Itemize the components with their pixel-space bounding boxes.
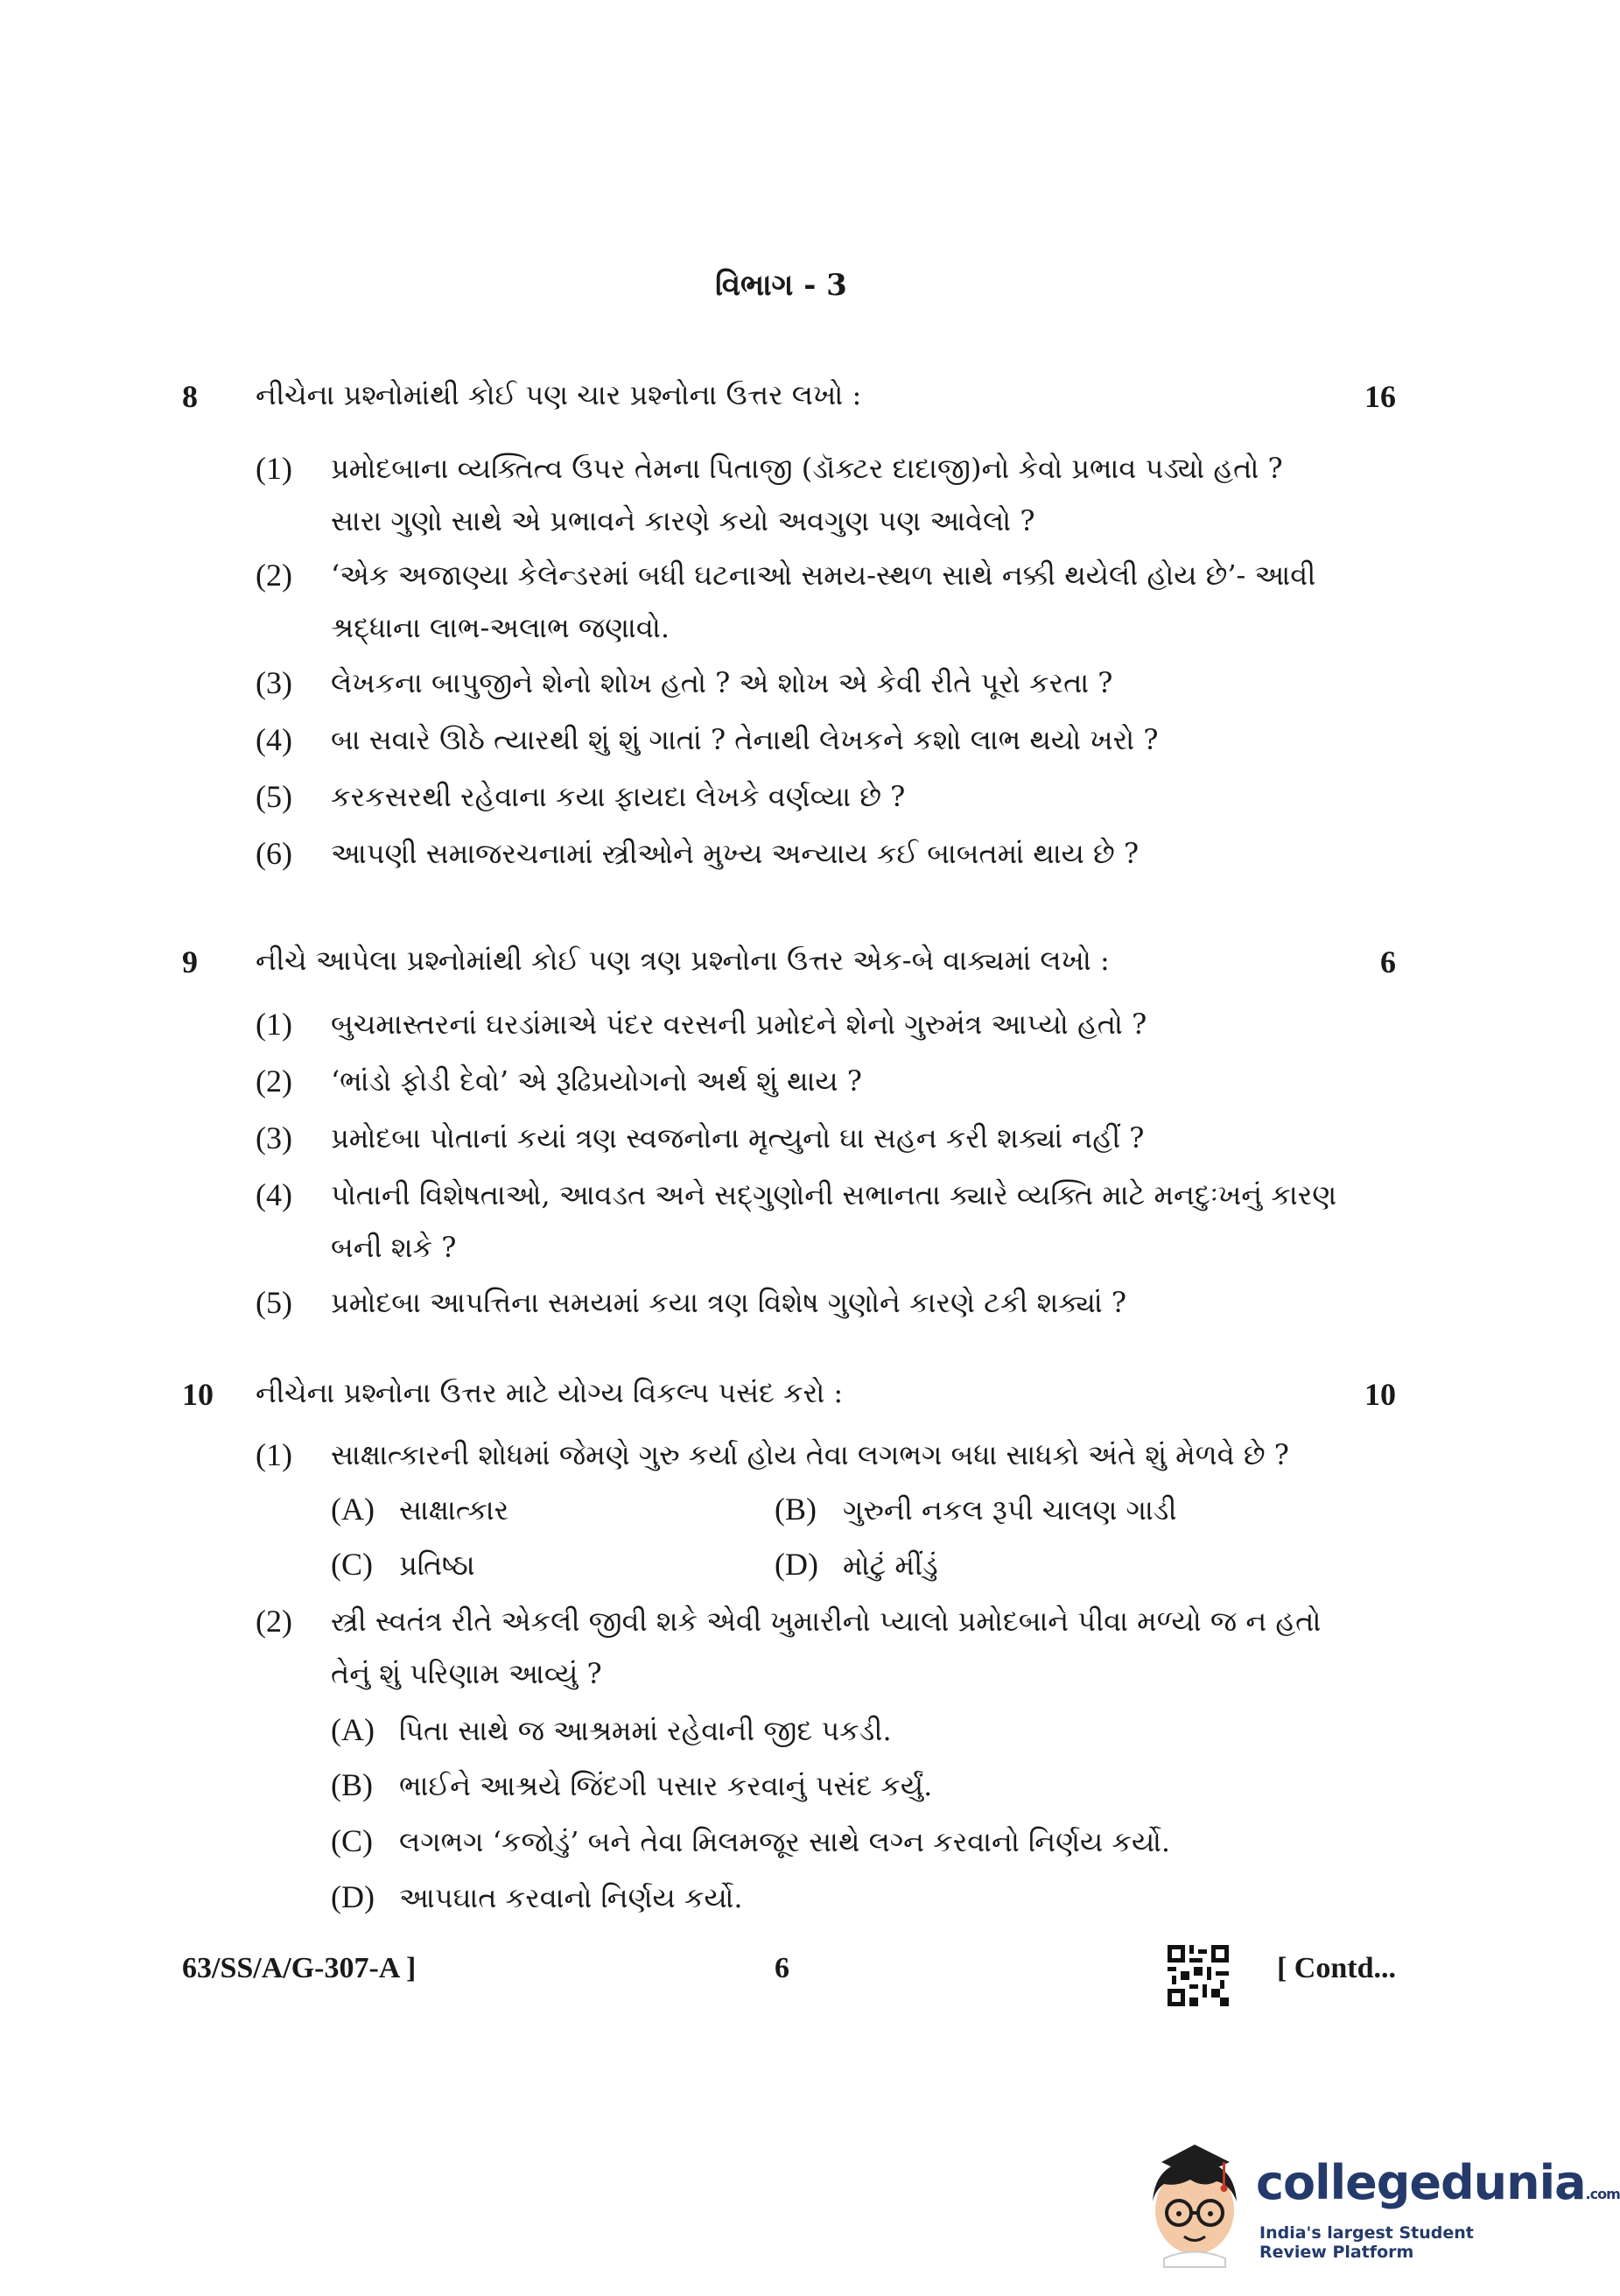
sub-question-text: લેખકના બાપુજીને શેનો શોખ હતો ? એ શોખ એ કેવી રીતે પૂરો કરતા ?: [331, 666, 1113, 699]
sub-question-number: (4): [256, 1177, 292, 1212]
sub-question: [256, 1169, 1341, 1274]
sub-question-number: (5): [256, 779, 292, 814]
option-text: આપઘાત કરવાનો નિર્ણય કર્યો.: [399, 1881, 743, 1914]
option: [331, 1760, 932, 1810]
sub-question-number: (3): [256, 665, 292, 700]
option-label: (C): [331, 1547, 373, 1582]
option-label: (B): [331, 1767, 373, 1802]
sub-question: [256, 827, 1341, 880]
qr-code-icon: [1168, 1945, 1229, 2006]
option: [331, 1540, 475, 1590]
sub-question: [256, 998, 1341, 1050]
option-text: લગભગ ‘કજોડું’ બને તેવા મિલમજૂર સાથે લગ્ન કરવાનો નિર્ણય કર્યો.: [399, 1825, 1171, 1858]
question-instruction: નીચે આપેલા પ્રશ્નોમાંથી કોઈ પણ ત્રણ પ્રશ્નોના ઉત્તર એક-બે વાક્યમાં લખો :: [256, 944, 1110, 977]
sub-question-number: (1): [256, 451, 292, 486]
question-marks: 10: [1364, 1377, 1396, 1412]
sub-question-text: ‘એક અજાણ્યા કેલેન્ડરમાં બધી ઘટનાઓ સમય-સ્થળ સાથે નક્કી થયેલી હોય છે’- આવી શ્રદ્ધાના લાભ-અલાભ જણાવો.: [331, 558, 1316, 644]
sub-question-text: સ્ત્રી સ્વતંત્ર રીતે એકલી જીવી શકે એવી ખુમારીનો પ્યાલો પ્રમોદબાને પીવા મળ્યો જ ન હતો તેનું શું પરિણામ આવ્યું ?: [331, 1604, 1322, 1690]
sub-question-text: બુચમાસ્તરનાં ઘરડાંમાએ પંદર વરસની પ્રમોદને શેનો ગુરુમંત્ર આપ્યો હતો ?: [331, 1008, 1147, 1041]
sub-question-text: બા સવારે ઊઠે ત્યારથી શું શું ગાતાં ? તેનાથી લેખકને કશો લાભ થયો ખરો ?: [331, 723, 1159, 756]
question-marks: 16: [1364, 379, 1396, 414]
option: [331, 1816, 1170, 1866]
option-label: (B): [775, 1492, 817, 1527]
option-label: (A): [331, 1712, 375, 1747]
sub-question-number: (5): [256, 1285, 292, 1320]
option: [331, 1485, 508, 1534]
sub-question: [256, 1112, 1341, 1164]
sub-question-number: (2): [256, 1604, 292, 1639]
sub-question: [256, 657, 1341, 709]
option-text: ગુરુની નકલ રૂપી ચાલણ ગાડી: [843, 1493, 1177, 1527]
sub-question: [256, 442, 1341, 547]
sub-question-text: આપણી સમાજરચનામાં સ્ત્રીઓને મુખ્ય અન્યાય કઈ બાબતમાં થાય છે ?: [331, 837, 1140, 870]
sub-question-text: પોતાની વિશેષતાઓ, આવડત અને સદ્ગુણોની સભાનતા ક્યારે વ્યક્તિ માટે મનદુઃખનું કારણ બની શકે ?: [331, 1178, 1337, 1264]
option-label: (C): [331, 1823, 373, 1858]
paper-code: 63/SS/A/G-307-A ]: [182, 1952, 417, 1984]
question-instruction: નીચેના પ્રશ્નોમાંથી કોઈ પણ ચાર પ્રશ્નોના ઉત્તર લખો :: [256, 378, 862, 411]
option-text: સાક્ષાત્કાર: [399, 1493, 509, 1527]
option: [775, 1485, 1177, 1534]
option-text: ભાઈને આશ્રયે જિંદગી પસાર કરવાનું પસંદ કર્યું.: [399, 1769, 933, 1802]
brand-name: collegedunia.com: [1256, 2155, 1620, 2210]
sub-question-text: કરકસરથી રહેવાના કયા ફાયદા લેખકે વર્ણવ્યા છે ?: [331, 780, 906, 813]
question-marks: 6: [1380, 944, 1396, 979]
sub-question: [256, 1276, 1341, 1329]
question-number: 10: [182, 1377, 214, 1412]
sub-question: [256, 549, 1341, 654]
sub-question-number: (4): [256, 722, 292, 757]
sub-question-text: સાક્ષાત્કારની શોધમાં જેમણે ગુરુ કર્યા હોય તેવા લગભગ બધા સાધકો અંતે શું મેળવે છે ?: [331, 1438, 1289, 1471]
option-label: (D): [331, 1879, 375, 1914]
sub-question: [256, 1055, 1341, 1107]
continued-label: [ Contd...: [1276, 1952, 1396, 1984]
student-mascot-icon: [1142, 2136, 1252, 2267]
option-label: (D): [775, 1547, 818, 1582]
sub-question-number: (1): [256, 1437, 292, 1472]
sub-question-text: પ્રમોદબાના વ્યક્તિત્વ ઉપર તેમના પિતાજી (ડૉક્ટર દાદાજી)નો કેવો પ્રભાવ પડ્યો હતો ? સારા ગુણો સાથે એ પ્રભાવને કારણે કયો અવગુણ પણ આવેલો ?: [331, 452, 1283, 537]
sub-question: [256, 1429, 1358, 1481]
brand-tagline: India's largest Student Review Platform: [1259, 2223, 1474, 2262]
option-text: મોટું મીંડું: [843, 1548, 938, 1582]
question-number: 9: [182, 944, 198, 979]
sub-question-number: (3): [256, 1120, 292, 1155]
sub-question-number: (2): [256, 1064, 292, 1099]
sub-question: [256, 1595, 1358, 1700]
sub-question: [256, 770, 1341, 823]
option: [775, 1540, 938, 1590]
page-number: 6: [775, 1952, 789, 1984]
sub-question-text: પ્રમોદબા આપત્તિના સમયમાં કયા ત્રણ વિશેષ ગુણોને કારણે ટકી શક્યાં ?: [331, 1286, 1126, 1319]
question-instruction: નીચેના પ્રશ્નોના ઉત્તર માટે યોગ્ય વિકલ્પ પસંદ કરો :: [256, 1376, 844, 1409]
sub-question-text: પ્રમોદબા પોતાનાં કયાં ત્રણ સ્વજનોના મૃત્યુનો ઘા સહન કરી શક્યાં નહીં ?: [331, 1121, 1145, 1155]
sub-question-number: (2): [256, 558, 292, 593]
collegedunia-watermark: [1142, 2136, 1620, 2267]
option-text: પિતા સાથે જ આશ્રમમાં રહેવાની જીદ પકડી.: [399, 1714, 892, 1747]
sub-question-text: ‘ભાંડો ફોડી દેવો’ એ રૂઢિપ્રયોગનો અર્થ શું થાય ?: [331, 1064, 862, 1098]
page-footer: [0, 1945, 1562, 2006]
option: [331, 1872, 743, 1922]
option: [331, 1705, 892, 1755]
option-label: (A): [331, 1492, 375, 1527]
sub-question-number: (1): [256, 1007, 292, 1042]
question-number: 8: [182, 379, 198, 414]
sub-question-number: (6): [256, 836, 292, 871]
option-text: પ્રતિષ્ઠા: [399, 1548, 475, 1582]
section-title: વિભાગ - 3: [715, 268, 847, 303]
sub-question: [256, 713, 1341, 766]
